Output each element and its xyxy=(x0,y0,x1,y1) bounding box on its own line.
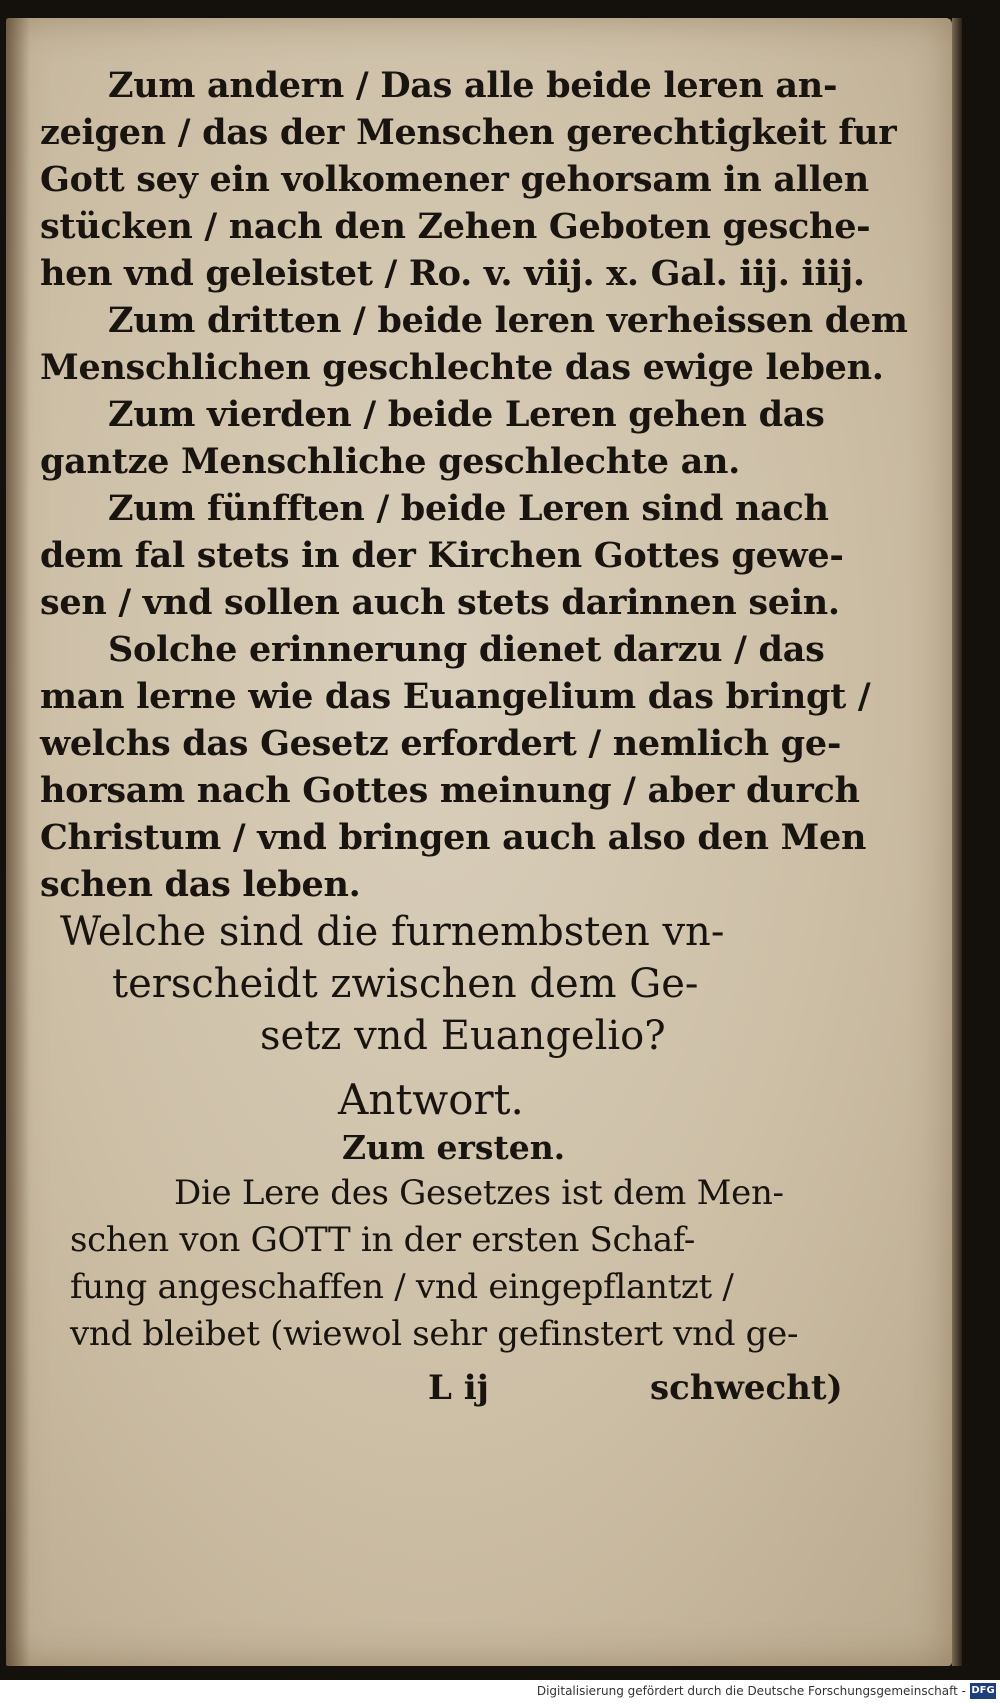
answer-label: Antwort. xyxy=(338,1075,524,1124)
section-heading xyxy=(40,906,840,1062)
heading-line: Welche sind die furnembsten vn- xyxy=(60,909,725,955)
footer-credit: Digitalisierung gefördert durch die Deutsche Forschungsgemeinschaft - xyxy=(536,1684,966,1698)
first-label: Zum ersten. xyxy=(342,1128,566,1167)
text-line: vnd bleibet (wiewol sehr gefinstert vnd ge- xyxy=(70,1314,799,1354)
text-line: horsam nach Gottes meinung / aber durch xyxy=(40,770,860,811)
text-line: hen vnd geleistet / Ro. v. viij. x. Gal. iij. iiij. xyxy=(40,253,865,294)
text-line: Zum vierden / beide Leren gehen das xyxy=(108,394,825,435)
text-line: sen / vnd sollen auch stets darinnen sein. xyxy=(40,582,840,623)
heading-line: terscheidt zwischen dem Ge- xyxy=(112,961,699,1007)
text-line: welchs das Gesetz erfordert / nemlich ge- xyxy=(40,723,842,764)
heading-line: setz vnd Euangelio? xyxy=(260,1013,666,1059)
text-line: Menschlichen geschlechte das ewige leben. xyxy=(40,347,884,388)
answer-text xyxy=(70,1170,870,1358)
main-text xyxy=(40,62,908,908)
text-line: fung angeschaffen / vnd eingepflantzt / xyxy=(70,1267,734,1307)
text-line: Christum / vnd bringen auch also den Men xyxy=(40,817,867,858)
text-line: Gott sey ein volkomener gehorsam in allen xyxy=(40,159,869,200)
text-line: dem fal stets in der Kirchen Gottes gewe- xyxy=(40,535,844,576)
text-line: Zum fünfften / beide Leren sind nach xyxy=(108,488,829,529)
footer-bar xyxy=(0,1680,1000,1704)
page-edge xyxy=(952,18,962,1666)
text-line: Die Lere des Gesetzes ist dem Men- xyxy=(174,1173,784,1213)
catchword: schwecht) xyxy=(650,1368,843,1408)
text-line: stücken / nach den Zehen Geboten gesche- xyxy=(40,206,871,247)
text-line: schen das leben. xyxy=(40,864,361,905)
signature-mark: L ij xyxy=(428,1368,489,1408)
text-line: Solche erinnerung dienet darzu / das xyxy=(108,629,825,670)
text-line: gantze Menschliche geschlechte an. xyxy=(40,441,741,482)
spine-shadow xyxy=(6,18,30,1666)
text-line: zeigen / das der Menschen gerechtigkeit fur xyxy=(40,112,897,153)
text-line: man lerne wie das Euangelium das bringt / xyxy=(40,676,871,717)
text-line: Zum andern / Das alle beide leren an- xyxy=(108,65,838,106)
text-line: schen von GOTT in der ersten Schaf- xyxy=(70,1220,696,1260)
text-line: Zum dritten / beide leren verheissen dem xyxy=(108,300,908,341)
dfg-logo-icon: DFG xyxy=(970,1683,996,1699)
